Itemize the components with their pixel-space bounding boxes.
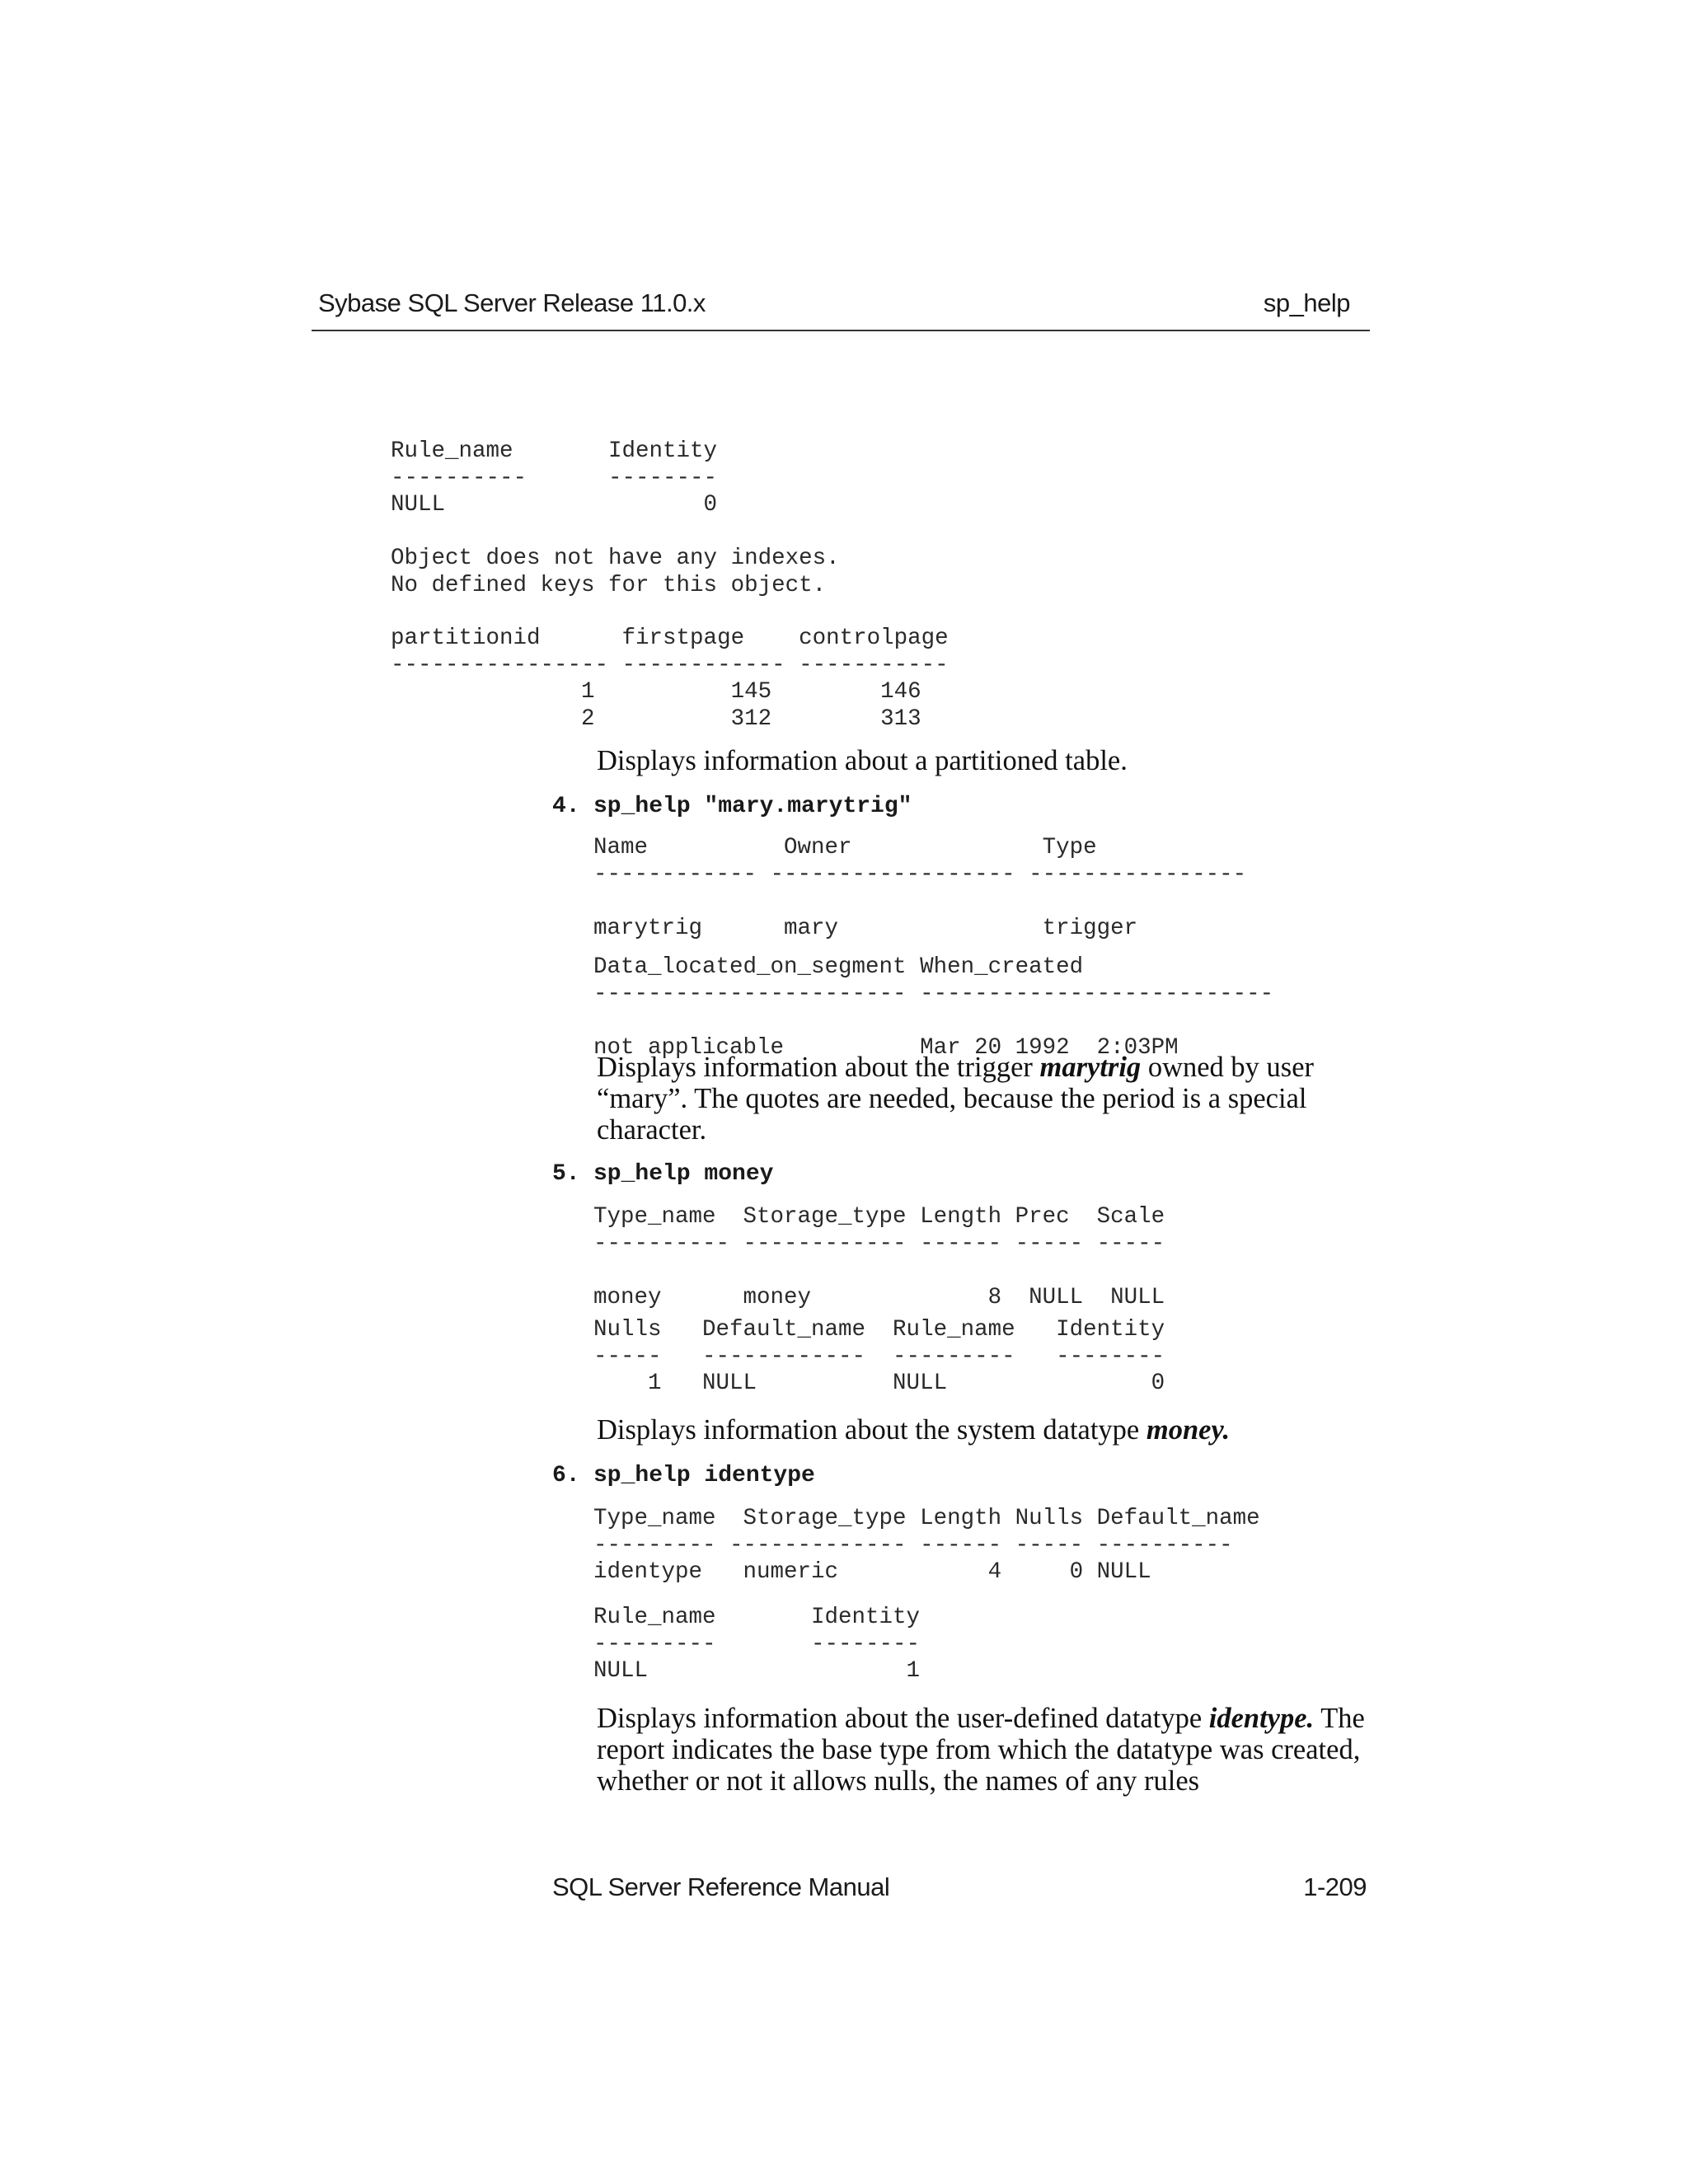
example-6-description: Displays information about the user-defined datatype identype. The report indicates the base type from which the datatype was created, whether or not it allows nulls, the names of any rules [597,1703,1365,1797]
page-number: 1-209 [1303,1872,1367,1901]
example-5-command: sp_help money [593,1161,774,1187]
example-4-number: 4. [552,794,580,819]
footer-manual-title: SQL Server Reference Manual [552,1872,890,1901]
example-5-output-type: Type_name Storage_type Length Prec Scale ---------- ------------ ------ ----- ----- money money 8 NULL NULL [593,1204,1165,1310]
rule-identity-output: Rule_name Identity ---------- -------- NULL 0 [391,438,718,518]
example-4-description: Displays information about the trigger marytrig owned by user “mary”. The quotes are needed, because the period is a special character. [597,1052,1315,1146]
running-header-section: sp_help [1263,288,1350,317]
example-6-output-rule: Rule_name Identity --------- -------- NULL 1 [593,1605,921,1684]
example-6-number: 6. [552,1463,580,1488]
no-indexes-output: Object does not have any indexes. No defined keys for this object. [391,546,840,598]
header-rule [312,330,1370,331]
example-4-output-created: Data_located_on_segment When_created ----------------------- -------------------------- not applicable Mar 20 1992 2:03PM [593,954,1274,1061]
example-4-command: sp_help "mary.marytrig" [593,794,912,819]
example-5-description: Displays information about the system datatype money. [597,1414,1231,1446]
example-5-number: 5. [552,1161,580,1187]
example-4-output-type: Name Owner Type ------------ ------------------ ---------------- marytrig mary trigger [593,835,1247,941]
partition-output: partitionid firstpage controlpage ---------------- ------------ ----------- 1 145 146 2 312 313 [391,626,949,732]
partition-description: Displays information about a partitioned table. [597,745,1128,776]
example-5-output-nulls: Nulls Default_name Rule_name Identity ----- ------------ --------- -------- 1 NULL NULL 0 [593,1317,1165,1396]
example-6-output-type: Type_name Storage_type Length Nulls Default_name --------- ------------- ------ ----- ---------- identype numeric 4 0 NULL [593,1506,1260,1585]
running-header-title: Sybase SQL Server Release 11.0.x [318,288,706,317]
example-6-command: sp_help identype [593,1463,815,1488]
